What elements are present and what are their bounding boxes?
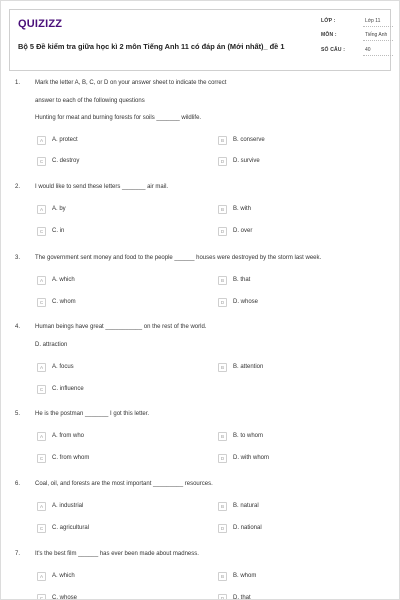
option-letter-box: A [37, 502, 46, 511]
option-text: B. whom [233, 573, 257, 579]
worksheet-header [9, 9, 391, 71]
question-number: 7. [15, 551, 21, 557]
option-text: C. whom [52, 299, 76, 305]
option-text: C. destroy [52, 158, 80, 164]
option-text: B. conserve [233, 137, 265, 143]
option-letter-box: D [218, 298, 227, 307]
option-text: B. attention [233, 364, 264, 370]
option-text: C. whose [52, 595, 78, 600]
option-letter-box: C [37, 385, 46, 394]
option-text: D. national [233, 525, 262, 531]
option-letter-box: D [218, 454, 227, 463]
question-text: Human beings have great ___________ on the rest of the world. [35, 324, 207, 330]
option-letter-box: A [37, 205, 46, 214]
meta-divider [363, 26, 393, 27]
option-letter-box: A [37, 572, 46, 581]
question-number: 3. [15, 255, 21, 261]
option-letter-box: C [37, 227, 46, 236]
option-letter-box: A [37, 363, 46, 372]
option-letter-box: A [37, 276, 46, 285]
option-text: D. over [233, 228, 253, 234]
question-number: 2. [15, 184, 21, 190]
option-text: B. that [233, 277, 251, 283]
option-text: B. to whom [233, 433, 264, 439]
option-text: B. with [233, 206, 252, 212]
meta-divider [363, 40, 393, 41]
question-text: Mark the letter A, B, C, or D on your answer sheet to indicate the correct [35, 80, 227, 86]
quizizz-logo: QUIZIZZ [18, 18, 63, 30]
option-letter-box: C [37, 524, 46, 533]
option-letter-box: B [218, 205, 227, 214]
option-letter-box: D [218, 594, 227, 600]
question-text: Coal, oil, and forests are the most important _________ resources. [35, 481, 213, 487]
option-text: A. which [52, 573, 75, 579]
option-text: C. agricultural [52, 525, 90, 531]
option-letter-box: C [37, 594, 46, 600]
option-letter-box: C [37, 298, 46, 307]
question-number: 1. [15, 80, 21, 86]
option-letter-box: A [37, 432, 46, 441]
option-text: C. influence [52, 386, 84, 392]
option-letter-box: A [37, 136, 46, 145]
question-text: I would like to send these letters _______ air mail. [35, 184, 169, 190]
question-text: D. attraction [35, 342, 68, 348]
meta-label: LỚP : [321, 18, 336, 24]
option-text: A. from who [52, 433, 85, 439]
option-text: C. in [52, 228, 65, 234]
option-text: D. that [233, 595, 251, 600]
option-text: D. whose [233, 299, 259, 305]
meta-label: MÔN : [321, 32, 337, 38]
question-number: 5. [15, 411, 21, 417]
question-text: He is the postman _______ I got this letter. [35, 411, 150, 417]
option-letter-box: C [37, 157, 46, 166]
option-letter-box: B [218, 502, 227, 511]
option-text: A. focus [52, 364, 74, 370]
option-letter-box: B [218, 363, 227, 372]
option-text: A. protect [52, 137, 78, 143]
meta-label: SỐ CÂU : [321, 47, 346, 53]
meta-value: 40 [365, 47, 371, 53]
meta-value: Lớp 11 [365, 18, 381, 24]
question-text: answer to each of the following questions [35, 98, 145, 104]
option-text: A. which [52, 277, 75, 283]
option-letter-box: B [218, 572, 227, 581]
question-text: Hunting for meat and burning forests for soils _______ wildlife. [35, 115, 202, 121]
option-letter-box: B [218, 432, 227, 441]
option-letter-box: B [218, 136, 227, 145]
meta-value: Tiếng Anh [365, 32, 388, 38]
question-text: It's the best film ______ has ever been made about madness. [35, 551, 199, 557]
option-text: A. by [52, 206, 66, 212]
option-text: A. industrial [52, 503, 84, 509]
option-text: D. with whom [233, 455, 270, 461]
meta-divider [363, 55, 393, 56]
option-letter-box: D [218, 524, 227, 533]
option-letter-box: B [218, 276, 227, 285]
option-letter-box: D [218, 227, 227, 236]
question-number: 4. [15, 324, 21, 330]
question-text: The government sent money and food to the people ______ houses were destroyed by the storm last week. [35, 255, 322, 261]
option-text: C. from whom [52, 455, 90, 461]
option-text: B. natural [233, 503, 259, 509]
option-letter-box: C [37, 454, 46, 463]
option-text: D. survive [233, 158, 260, 164]
document-title: Bộ 5 Đề kiểm tra giữa học kì 2 môn Tiếng Anh 11 có đáp án (Mới nhất)_ đề 1 [18, 42, 285, 51]
option-letter-box: D [218, 157, 227, 166]
question-number: 6. [15, 481, 21, 487]
